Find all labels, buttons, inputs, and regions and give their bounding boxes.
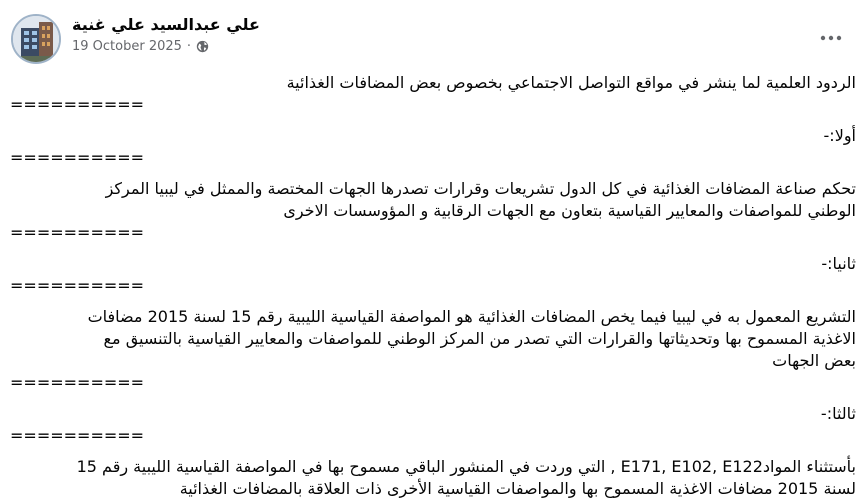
meta-separator: · xyxy=(186,39,192,54)
separator-line: ========== xyxy=(10,426,145,445)
post-text-line: أولا:- xyxy=(823,126,856,145)
building-photo-icon xyxy=(13,16,59,62)
post-text-line: تحكم صناعة المضافات الغذائية في كل الدول تشريعات وقرارات تصدرها الجهات المختصة والممثل في ليبيا المركز xyxy=(105,179,856,198)
post-meta xyxy=(72,39,209,54)
separator-line: ========== xyxy=(10,373,145,392)
separator-line: ========== xyxy=(10,276,145,295)
post-date[interactable]: 19 October 2025 xyxy=(72,39,182,54)
post-text-line: الوطني للمواصفات والمعايير القياسية بتعاون مع الجهات الرقابية و المؤوسسات الاخرى xyxy=(283,201,856,220)
separator-line: ========== xyxy=(10,148,145,167)
post-text-line: الاغذية المسموح بها وتحديثاتها والقرارات التي تصدر من المركز الوطني للمواصفات والمعايير القياسية بالتنسيق مع xyxy=(103,329,856,348)
post-text-line: ثانيا:- xyxy=(821,254,856,273)
post-text-line: التشريع المعمول به في ليبيا فيما يخص المضافات الغذائية هو المواصفة القياسية الليبية رقم 15 لسنة 2015 مضافات xyxy=(87,307,856,326)
post-text-line: ثالثا:- xyxy=(820,404,856,423)
more-options-button[interactable] xyxy=(816,25,846,51)
post-text-line: بأستثناء الموادE171, E102, E122 , التي وردت في المنشور الباقي مسموح بها في المواصفة القياسية الليبية رقم 15 xyxy=(76,457,856,476)
globe-icon[interactable] xyxy=(196,40,209,53)
post-text-line: بعض الجهات xyxy=(772,351,856,370)
post-text-line: الردود العلمية لما ينشر في مواقع التواصل الاجتماعي بخصوص بعض المضافات الغذائية xyxy=(286,73,856,92)
separator-line: ========== xyxy=(10,95,145,114)
author-name[interactable]: علي عبدالسيد علي غنية xyxy=(72,15,260,34)
post-text-line: لسنة 2015 مضافات الاغذية المسموح بها والمواصفات القياسية الأخرى ذات العلاقة بالمضافات الغذائية xyxy=(179,479,856,498)
post-body xyxy=(10,72,856,500)
more-horizontal-icon xyxy=(820,35,842,41)
author-avatar[interactable] xyxy=(11,14,61,64)
separator-line: ========== xyxy=(10,223,145,242)
